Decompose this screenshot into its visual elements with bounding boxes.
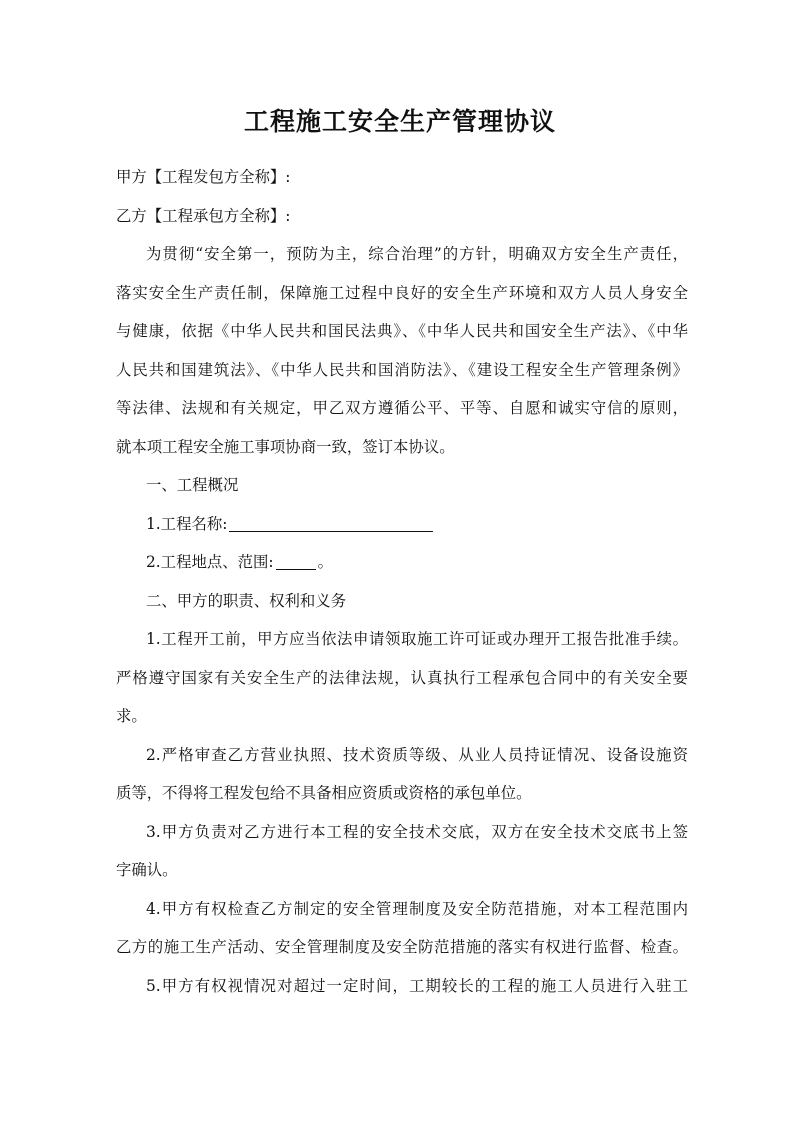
document-title: 工程施工安全生产管理协议 (243, 107, 556, 136)
party-a-line: 甲方【工程发包方全称】: (116, 168, 291, 186)
project-location-label: 2.工程地点、范围: (146, 553, 274, 571)
document-body (116, 158, 688, 1005)
clause-2-1 (116, 620, 688, 736)
clause-2-5 (116, 967, 688, 1006)
project-name-label: 1.工程名称: (146, 514, 228, 533)
clause-line: 质等，不得将工程发包给不具备相应资质或资格的承包单位。 (116, 784, 532, 802)
clause-2-2 (116, 736, 688, 813)
preamble-line: 为贯彻“安全第一，预防为主，综合治理”的方针，明确双方安全生产责任， (146, 245, 688, 263)
project-location-suffix: 。 (317, 553, 334, 571)
clause-line: 1.工程开工前，甲方应当依法申请领取施工许可证或办理开工报告批准手续。 (146, 630, 688, 648)
project-name-blank[interactable] (229, 515, 433, 532)
party-b-line: 乙方【工程承包方全称】: (116, 206, 291, 225)
preamble-line: 等法律、法规和有关规定，甲乙双方遵循公平、平等、自愿和诚实守信的原则， (116, 399, 688, 417)
preamble-line: 就本项工程安全施工事项协商一致，签订本协议。 (116, 437, 455, 456)
preamble-line: 人民共和国建筑法》、《中华人民共和国消防法》、《建设工程安全生产管理条例》 (116, 360, 688, 379)
preamble-line: 与健康，依据《中华人民共和国民法典》、《中华人民共和国安全生产法》、《中华 (116, 322, 688, 340)
clause-line: 乙方的施工生产活动、安全管理制度及安全防范措施的落实有权进行监督、检查。 (116, 938, 688, 956)
clause-2-4 (116, 890, 688, 967)
clause-line: 严格遵守国家有关安全生产的法律法规，认真执行工程承包合同中的有关安全要 (116, 668, 688, 687)
clause-line: 字确认。 (116, 861, 178, 879)
preamble-line: 落实安全生产责任制，保障施工过程中良好的安全生产环境和双方人员人身安全 (116, 283, 688, 302)
clause-line: 4.甲方有权检查乙方制定的安全管理制度及安全防范措施，对本工程范围内 (146, 899, 688, 918)
project-location-blank[interactable] (276, 553, 316, 570)
project-name-row (116, 505, 688, 544)
clause-2-3 (116, 813, 688, 890)
clause-line: 5.甲方有权视情况对超过一定时间，工期较长的工程的施工人员进行入驻工 (146, 976, 688, 995)
preamble-paragraph (116, 235, 688, 466)
project-location-row (116, 543, 688, 582)
section-1-heading: 一、工程概况 (146, 476, 239, 494)
section-2-heading: 二、甲方的职责、权利和义务 (146, 591, 347, 610)
clause-line: 求。 (116, 707, 147, 725)
clause-line: 2.严格审查乙方营业执照、技术资质等级、从业人员持证情况、设备设施资 (146, 745, 688, 764)
clause-line: 3.甲方负责对乙方进行本工程的安全技术交底，双方在安全技术交底书上签 (146, 822, 688, 841)
